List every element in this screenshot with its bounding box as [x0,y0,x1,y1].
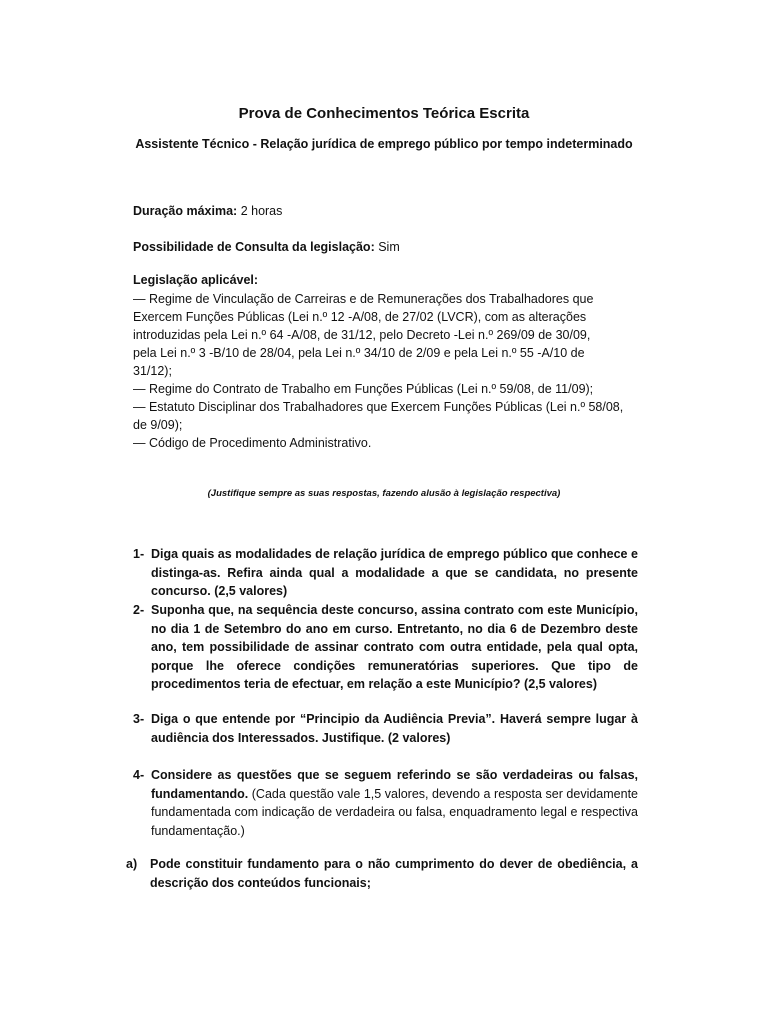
question-text: Diga o que entende por “Principio da Audiência Previa”. Haverá sempre lugar à audiência dos Interessados. Justifique. (2 valores) [151,712,638,745]
legislation-line: de 9/09); [133,418,183,432]
question-instructions: (Cada questão vale 1,5 valores, devendo a resposta ser devidamente fundamentada com indicação de verdadeira ou falsa, enquadramento legal e respectiva fundamentação.) [151,786,638,838]
page-title: Prova de Conhecimentos Teórica Escrita [238,105,530,122]
duration-value: 2 horas [237,204,283,218]
question-number: 2- [133,603,145,617]
consult-value: Sim [374,240,400,254]
legislation-line: pela Lei n.º 3 -B/10 de 28/04, pela Lei n.º 34/10 de 2/09 e pela Lei n.º 55 -A/10 de [133,346,585,360]
legislation-label: Legislação aplicável: [133,273,259,287]
legislation-line: Exercem Funções Públicas (Lei n.º 12 -A/08, de 27/02 (LVCR), com as alterações [133,310,587,324]
consult-line [133,240,400,254]
legislation-line: — Regime de Vinculação de Carreiras e de Remunerações dos Trabalhadores que [133,292,594,306]
question-number: 4- [133,768,145,782]
justify-note: (Justifique sempre as suas respostas, fazendo alusão à legislação respectiva) [207,488,561,499]
legislation-line: — Regime do Contrato de Trabalho em Funções Públicas (Lei n.º 59/08, de 11/09); [133,382,594,396]
question-number: 1- [133,547,145,561]
subquestion-a [126,855,638,892]
consult-label: Possibilidade de Consulta da legislação: [133,240,375,254]
legislation-line: introduzidas pela Lei n.º 64 -A/08, de 31/12, pelo Decreto -Lei n.º 269/09 de 30/09, [133,328,591,342]
question-text: Suponha que, na sequência deste concurso, assina contrato com este Município, no dia 1 de Setembro do ano em curso. Entretanto, no dia 6 de Dezembro deste ano, tem possibilidade de assinar contrato com outra entidade, pela qual opta, porque lhe oferece condições remuneratórias superiores. Que tipo de procedimentos teria de efectuar, em relação a este Município? (2,5 valores) [151,603,638,691]
legislation-list [133,290,633,452]
question-number: 3- [133,712,145,726]
question-text: Diga quais as modalidades de relação jurídica de emprego público que conhece e distinga-as. Refira ainda qual a modalidade a que se candidata, no presente concurso. (2,5 valores) [151,547,638,598]
legislation-line: — Código de Procedimento Administrativo. [133,436,372,450]
duration-label: Duração máxima: [133,204,238,218]
page-subtitle: Assistente Técnico - Relação jurídica de emprego público por tempo indeterminado [135,137,633,151]
question-text-block [133,766,638,840]
duration-line [133,204,282,218]
subquestion-text: Pode constituir fundamento para o não cumprimento do dever de obediência, a descrição dos conteúdos funcionais; [150,857,638,890]
question-text: Considere as questões que se seguem referindo se são verdadeiras ou falsas, fundamentando. [151,768,638,801]
legislation-line: — Estatuto Disciplinar dos Trabalhadores que Exercem Funções Públicas (Lei n.º 58/08, [133,400,624,414]
question-2 [133,601,638,694]
legislation-line: 31/12); [133,364,172,378]
subquestion-letter: a) [126,857,138,871]
question-1 [133,545,638,601]
question-3 [133,710,638,747]
question-4 [133,766,638,840]
